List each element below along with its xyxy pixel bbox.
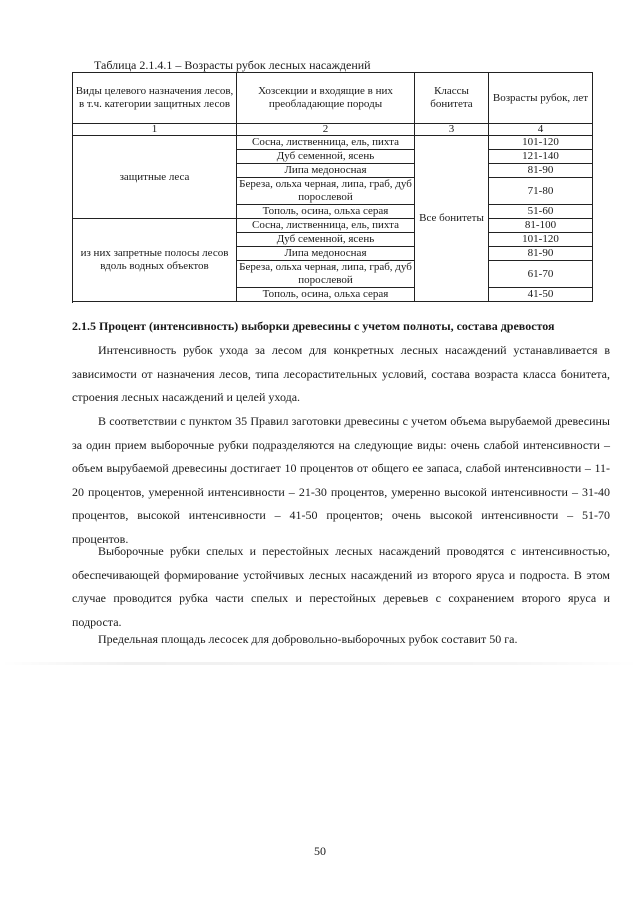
- category-water-protection-strips: из них запретные полосы лесов вдоль водных объектов: [73, 219, 237, 302]
- paragraph-text: В соответствии с пунктом 35 Правил заготовки древесины с учетом объема вырубаемой древесины за один прием выборочные рубки подразделяются на следующие виды: очень слабой интенсивности – объем вырубаемой древесины достигает 10 процентов от общего ее запаса, слабой интенсивности – 11-20 процентов, умеренной интенсивности – 21-30 процентов, умеренно высокой интенсивности – 31-40 процентов, высокой интенсивности – 41-50 процентов; очень высокой интенсивности – 51-70 процентов.: [72, 414, 610, 546]
- table-header-row: [73, 73, 593, 124]
- age-cell: 51-60: [489, 205, 593, 219]
- age-cell: 81-90: [489, 164, 593, 178]
- age-cell: 81-90: [489, 247, 593, 261]
- age-cell: 61-70: [489, 261, 593, 288]
- species-cell: Липа медоносная: [237, 247, 415, 261]
- category-protective-forests: защитные леса: [73, 136, 237, 219]
- table-row: [73, 136, 593, 150]
- age-cell: 41-50: [489, 288, 593, 302]
- age-cell: 101-120: [489, 233, 593, 247]
- paragraph-text: Интенсивность рубок ухода за лесом для конкретных лесных насаждений устанавливается в зависимости от назначения лесов, типа лесорастительных условий, состава возраста класса бонитета, строения лесных насаждений и целей ухода.: [72, 343, 610, 404]
- species-cell: Береза, ольха черная, липа, граб, дуб порослевой: [237, 178, 415, 205]
- header-bonitet-classes: Классы бонитета: [415, 73, 489, 124]
- bonitet-all-cell: Все бонитеты: [415, 136, 489, 302]
- section-heading: 2.1.5 Процент (интенсивность) выборки древесины с учетом полноты, состава древостоя: [72, 319, 555, 333]
- paragraph: [72, 540, 610, 634]
- paragraph-text: Выборочные рубки спелых и перестойных лесных насаждений проводятся с интенсивностью, обеспечивающей формирование устойчивых лесных насаждений из второго яруса и подроста. В этом случае проводится рубка части спелых и перестойных деревьев с сохранением второго яруса и подроста.: [72, 544, 610, 629]
- species-cell: Дуб семенной, ясень: [237, 233, 415, 247]
- age-cell: 71-80: [489, 178, 593, 205]
- age-cell: 121-140: [489, 150, 593, 164]
- paragraph: [72, 410, 610, 551]
- species-cell: Тополь, осина, ольха серая: [237, 288, 415, 302]
- species-cell: Сосна, лиственница, ель, пихта: [237, 136, 415, 150]
- page-number: 50: [314, 844, 326, 858]
- column-number: 2: [237, 124, 415, 136]
- species-cell: Береза, ольха черная, липа, граб, дуб порослевой: [237, 261, 415, 288]
- column-number: 1: [73, 124, 237, 136]
- paragraph-text: Предельная площадь лесосек для добровольно-выборочных рубок составит 50 га.: [98, 632, 518, 646]
- column-number: 3: [415, 124, 489, 136]
- column-number: 4: [489, 124, 593, 136]
- species-cell: Сосна, лиственница, ель, пихта: [237, 219, 415, 233]
- column-number-row: [73, 124, 593, 136]
- age-cell: 81-100: [489, 219, 593, 233]
- header-sections-species: Хозсекции и входящие в них преобладающие породы: [237, 73, 415, 124]
- header-forest-purpose: Виды целевого назначения лесов, в т.ч. категории защитных лесов: [73, 73, 237, 124]
- species-cell: Дуб семенной, ясень: [237, 150, 415, 164]
- species-cell: Липа медоносная: [237, 164, 415, 178]
- cutting-ages-table: [72, 72, 593, 302]
- header-cutting-ages: Возрасты рубок, лет: [489, 73, 593, 124]
- paragraph: [72, 339, 610, 410]
- table-caption: Таблица 2.1.4.1 – Возрасты рубок лесных насаждений: [94, 58, 371, 72]
- scan-artifact-line: [0, 662, 640, 665]
- species-cell: Тополь, осина, ольха серая: [237, 205, 415, 219]
- age-cell: 101-120: [489, 136, 593, 150]
- paragraph: [72, 628, 610, 652]
- table-row: [73, 219, 593, 233]
